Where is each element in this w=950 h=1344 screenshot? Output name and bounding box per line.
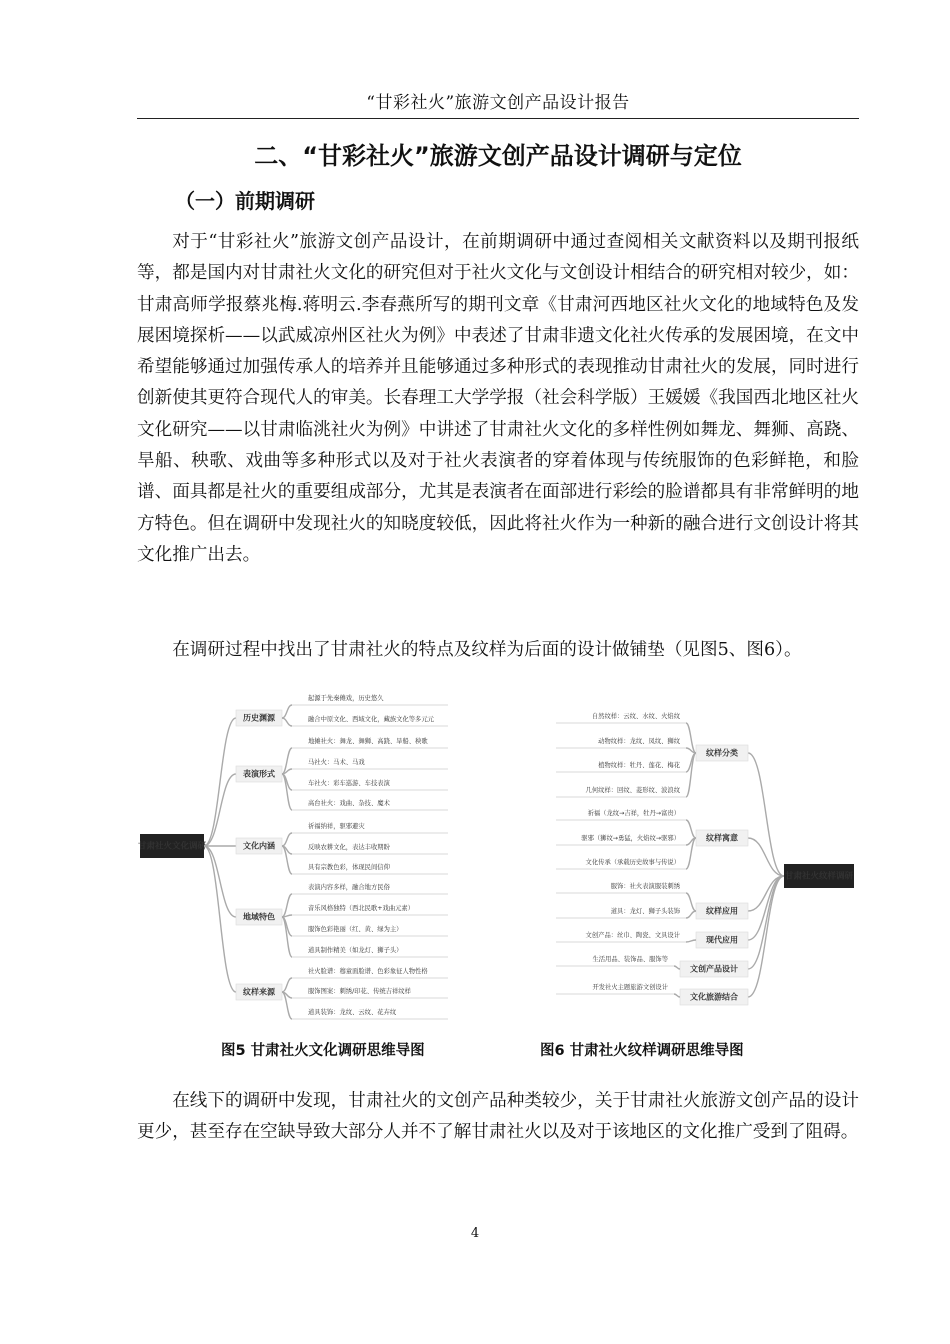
figure-6-mindmap bbox=[556, 711, 854, 1005]
leaf-to-branch-connector bbox=[686, 893, 696, 911]
root-node-label: 甘肃社火纹样调研 bbox=[784, 871, 854, 882]
leaf-label: 服饰色彩艳丽（红、黄、绿为主） bbox=[308, 926, 403, 933]
branch-to-leaf-connector bbox=[282, 705, 292, 718]
branch-to-leaf-connector bbox=[282, 833, 292, 846]
page-number: 4 bbox=[470, 1226, 480, 1241]
branch-to-leaf-connector bbox=[282, 894, 292, 917]
leaf-to-branch-connector bbox=[686, 820, 696, 838]
root-to-branch-connector bbox=[204, 718, 236, 846]
branch-to-leaf-connector bbox=[282, 718, 292, 726]
branch-node-label: 纹样来源 bbox=[243, 987, 275, 997]
leaf-label: 融合中原文化、西域文化，藏族文化等多元元 bbox=[308, 716, 434, 723]
leaf-label: 起源于先秦傩戏，历史悠久 bbox=[308, 695, 384, 702]
paragraph-figure-intro: 在调研过程中找出了甘肃社火的特点及纹样为后面的设计做铺垫（见图5、图6）。 bbox=[172, 640, 802, 660]
branch-node-label: 文化旅游结合 bbox=[690, 992, 738, 1002]
branch-node-label: 表演形式 bbox=[243, 769, 275, 779]
leaf-to-branch-connector bbox=[674, 966, 680, 969]
leaf-label: 表演内容多样，融合地方民俗 bbox=[308, 884, 390, 891]
branch-to-leaf-connector bbox=[282, 774, 292, 810]
leaf-label: 文化传承（承载历史故事与传说） bbox=[585, 859, 680, 866]
leaf-label: 具有宗教色彩，体现民间信仰 bbox=[308, 864, 390, 871]
leaf-label: 道具装饰：龙纹、云纹、花卉纹 bbox=[308, 1009, 397, 1016]
leaf-label: 道具制作精美（如龙灯、狮子头） bbox=[308, 947, 403, 954]
branch-node-label: 现代应用 bbox=[706, 935, 738, 945]
branch-node-label: 纹样分类 bbox=[706, 748, 738, 758]
branch-node-label: 纹样应用 bbox=[706, 906, 738, 916]
leaf-to-branch-connector bbox=[686, 911, 696, 918]
branch-to-leaf-connector bbox=[282, 978, 292, 992]
branch-to-leaf-connector bbox=[282, 769, 292, 774]
leaf-label: 生活用品、装饰品、服饰等 bbox=[592, 956, 668, 963]
leaf-label: 自然纹样：云纹、水纹、火焰纹 bbox=[591, 713, 680, 720]
paragraph-research: 对于“甘彩社火”旅游文创产品设计，在前期调研中通过查阅相关文献资料以及期刊报纸等，都是国内对甘肃社火文化的研究但对于社火文化与文创设计相结合的研究相对较少，如：甘肃高师学报蔡兆梅.蒋明云.李春燕所写的期刊文章《甘肃河西地区社火文化的地域特色及发展困境探析——以武威凉州区社火为例》中表述了甘肃非遗文化社火传承的发展困境，在文中希望能够通过加强传承人的培养并且能够通过多种形式的表现推动甘肃社火的发展，同时进行创新使其更符合现代人的审美。长春理工大学学报（社会科学版）王媛媛《我国西北地区社火文化研究——以甘肃临洮社火为例》中讲述了甘肃社火文化的多样性例如舞龙、舞狮、高跷、旱船、秧歌、戏曲等多种形式以及对于社火表演者的穿着体现与传统服饰的色彩鲜艳，和脸谱、面具都是社火的重要组成部分，尤其是表演者在面部进行彩绘的脸谱都具有非常鲜明的地方特色。但在调研中发现社火的知晓度较低，因此将社火作为一种新的融合进行文创设计将其文化推广出去。 bbox=[137, 232, 859, 565]
branch-to-root-connector bbox=[748, 876, 784, 969]
leaf-label: 动物纹样：龙纹、凤纹、狮纹 bbox=[598, 738, 680, 745]
leaf-label: 文创产品：丝巾、陶瓷、文具设计 bbox=[585, 932, 680, 939]
leaf-label: 马社火：马术、马戏 bbox=[308, 759, 365, 766]
leaf-label: 音乐风格独特（西北民歌+戏曲元素） bbox=[308, 905, 415, 912]
branch-node-label: 历史渊源 bbox=[243, 713, 275, 723]
root-node-label: 甘肃社火文化调研 bbox=[137, 841, 207, 852]
leaf-label: 祈福纳祥，驱邪避灾 bbox=[308, 823, 365, 830]
branch-to-root-connector bbox=[748, 876, 784, 940]
branch-node-label: 文创产品设计 bbox=[690, 964, 738, 974]
page-header: “甘彩社火”旅游文创产品设计报告 bbox=[366, 93, 630, 113]
branch-to-leaf-connector bbox=[282, 748, 292, 774]
leaf-to-branch-connector bbox=[686, 753, 696, 797]
subsection-title: （一）前期调研 bbox=[175, 189, 315, 213]
leaf-to-branch-connector bbox=[674, 994, 680, 997]
leaf-label: 开发社火主题旅游文创设计 bbox=[592, 984, 668, 991]
figure-5-mindmap bbox=[138, 693, 448, 1019]
root-to-branch-connector bbox=[204, 846, 236, 917]
leaf-to-branch-connector bbox=[686, 940, 696, 942]
paragraph-offline-research: 在线下的调研中发现，甘肃社火的文创产品种类较少，关于甘肃社火旅游文创产品的设计更少，甚至存在空缺导致大部分人并不了解甘肃社火以及对于该地区的文化推广受到了阻碍。 bbox=[137, 1091, 859, 1143]
leaf-label: 植物纹样：牡丹、莲花、梅花 bbox=[598, 762, 680, 769]
branch-node-label: 纹样寓意 bbox=[706, 833, 738, 843]
leaf-label: 驱邪（狮纹→勇猛，火焰纹→驱邪） bbox=[581, 835, 680, 842]
leaf-label: 社火脸谱：穆童面脸谱、色彩象征人物性格 bbox=[308, 968, 428, 975]
leaf-label: 服饰图案：刺绣/印花、传统吉祥纹样 bbox=[308, 988, 411, 995]
leaf-label: 道具：龙灯、狮子头装饰 bbox=[610, 908, 680, 915]
figure-5-caption: 图5 甘肃社火文化调研思维导图 bbox=[221, 1043, 425, 1059]
figure-6-caption: 图6 甘肃社火纹样调研思维导图 bbox=[540, 1043, 744, 1059]
leaf-label: 祈福（龙纹→吉祥，牡丹→富贵） bbox=[587, 810, 680, 817]
branch-to-leaf-connector bbox=[282, 917, 292, 957]
leaf-label: 地摊社火：舞龙、舞狮、高跷、旱船、秧歌 bbox=[308, 738, 428, 745]
root-to-branch-connector bbox=[204, 846, 236, 992]
branch-node-label: 文化内涵 bbox=[243, 841, 275, 851]
branch-node-label: 地域特色 bbox=[243, 912, 275, 922]
leaf-label: 车社火：彩车巡游、车技表演 bbox=[308, 780, 390, 787]
leaf-label: 高台社火：戏曲、杂技、魔术 bbox=[308, 800, 390, 807]
leaf-label: 反映农耕文化，表达丰收期盼 bbox=[308, 844, 390, 851]
leaf-label: 几何纹样：回纹、菱形纹、波浪纹 bbox=[585, 787, 680, 794]
section-title: 二、“甘彩社火”旅游文创产品设计调研与定位 bbox=[254, 142, 742, 170]
leaf-label: 服饰：社火表演服装刺绣 bbox=[610, 883, 680, 890]
